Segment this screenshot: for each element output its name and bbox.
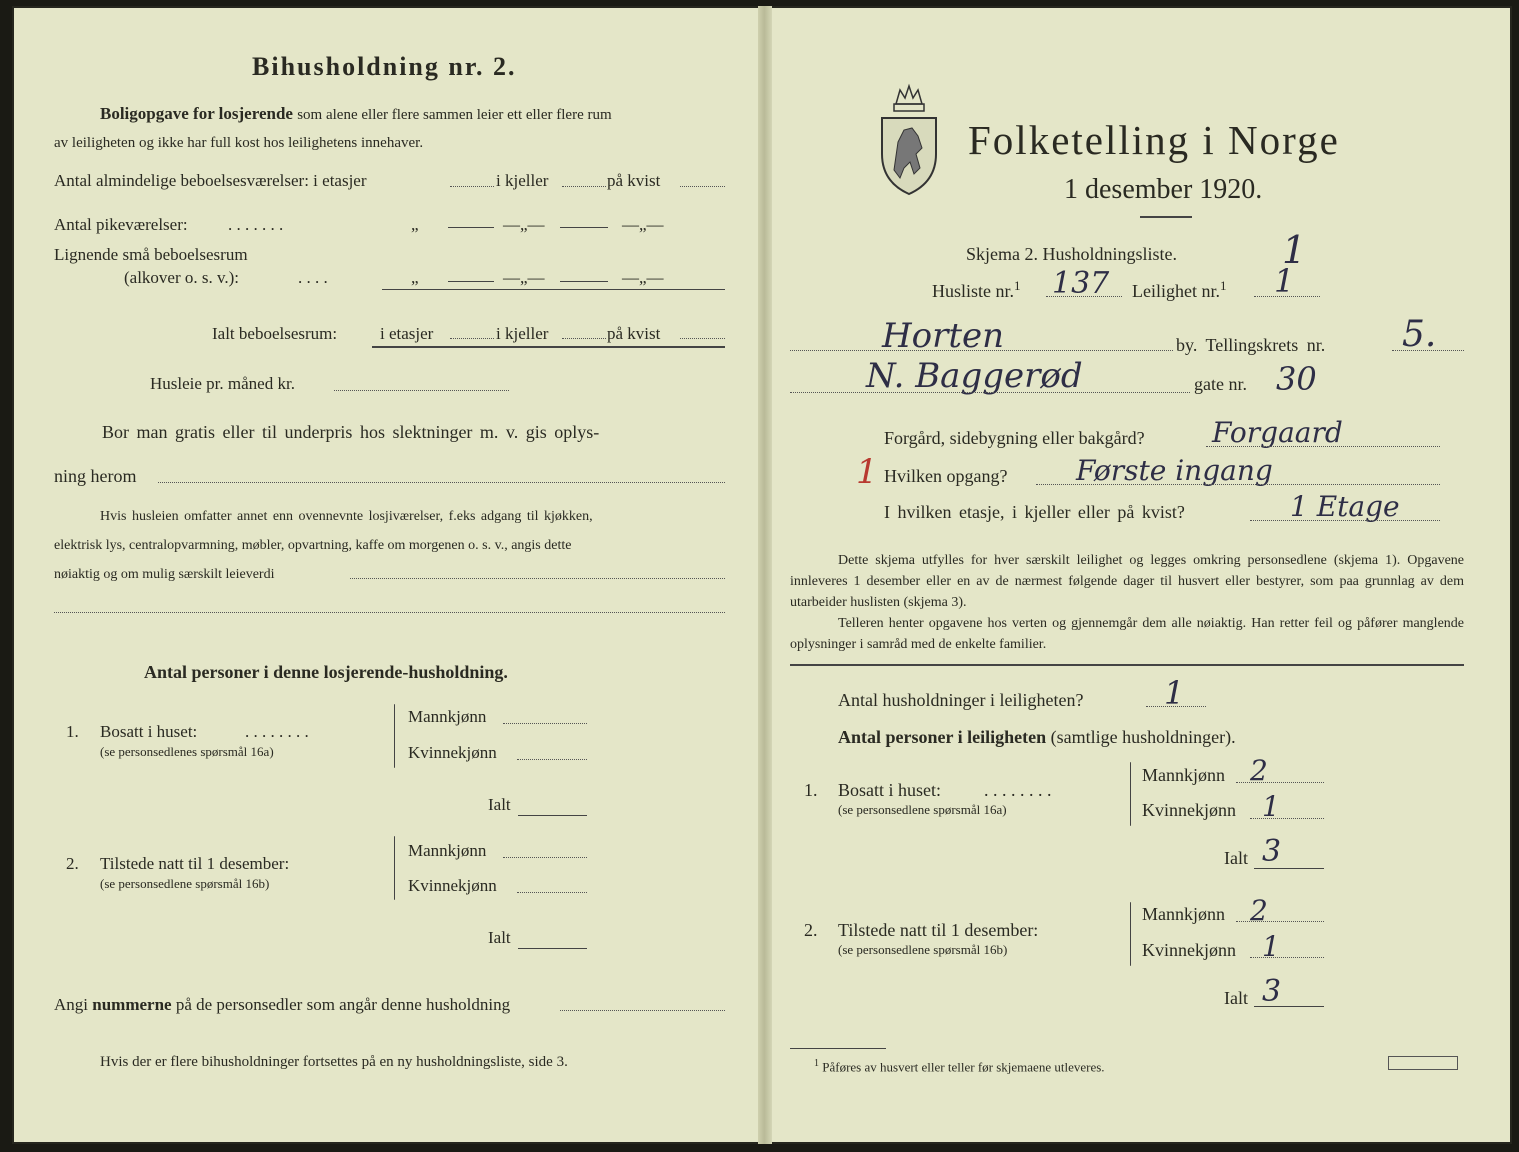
rooms-etasjer-field[interactable]: [450, 186, 494, 187]
similar-label-2: (alkover o. s. v.):: [124, 268, 240, 287]
right-q2-sub: (se personsedlene spørsmål 16b): [838, 942, 1008, 957]
total-kjeller-field[interactable]: [562, 338, 606, 339]
rooms-kjeller-field[interactable]: [562, 186, 606, 187]
pike-dots: . . . . . . .: [228, 215, 284, 234]
rooms-label: Antal almindelige beboelsesværelser: i etasjer: [54, 171, 367, 190]
right-q2-mann-field[interactable]: [1236, 921, 1324, 922]
forgaard-field[interactable]: [1206, 446, 1440, 447]
right-q1-ialt-field[interactable]: [1254, 868, 1324, 869]
krets-field[interactable]: [1392, 350, 1464, 351]
left-q2-mann-label: Mannkjønn: [408, 841, 487, 860]
leilighet-field[interactable]: [1254, 296, 1320, 297]
intro-line-1: [100, 104, 612, 125]
left-q1-mann-field[interactable]: [503, 723, 587, 724]
coat-of-arms-icon: [876, 82, 942, 198]
households-label: Antal husholdninger i leiligheten?: [838, 690, 1084, 710]
total-kjeller-label: i kjeller: [496, 324, 549, 343]
right-q2-brace: [1130, 902, 1131, 966]
opgang-handwriting: Første ingang: [1076, 454, 1273, 487]
pike-ditto: „: [411, 215, 419, 234]
left-footer: Hvis der er flere bihusholdninger fortsettes på en ny husholdningsliste, side 3.: [100, 1054, 568, 1070]
by-label: by. Tellingskrets nr.: [1176, 335, 1326, 355]
etasje-label: I hvilken etasje, i kjeller eller på kvist?: [884, 502, 1185, 522]
households-field[interactable]: [1146, 706, 1206, 707]
left-q1-brace: [394, 704, 395, 768]
footnote-rule: [790, 1048, 886, 1049]
similar-kjeller-field[interactable]: [560, 281, 608, 282]
printer-stamp: [1388, 1056, 1458, 1070]
similar-dots: . . . .: [298, 268, 328, 287]
total-kvist-field[interactable]: [680, 338, 725, 339]
note-line-1: Hvis husleien omfatter annet enn ovennevnte losjiværelser, f.eks adgang til kjøkken,: [100, 509, 593, 524]
note-field[interactable]: [350, 578, 725, 579]
left-q1-kvinne-label: Kvinnekjønn: [408, 743, 497, 762]
right-q2-ialt-field[interactable]: [1254, 1006, 1324, 1007]
husliste-field[interactable]: [1046, 296, 1122, 297]
similar-ditto-3: —„—: [622, 268, 664, 287]
angi-line: [54, 995, 510, 1015]
right-q1-dots: . . . . . . . .: [984, 780, 1052, 800]
right-persons-heading: [838, 727, 1236, 747]
angi-bold: nummerne: [92, 995, 172, 1014]
left-q2-ialt-label: Ialt: [488, 928, 511, 947]
skjema-label: Skjema 2. Husholdningsliste.: [966, 244, 1177, 264]
angi-rest: på de personsedler som angår denne husholdning: [175, 995, 511, 1014]
left-q1-ialt-field[interactable]: [518, 815, 587, 816]
footnote-marker: 1: [814, 1058, 819, 1069]
page-fold: [758, 6, 772, 1144]
left-q1-ialt-label: Ialt: [488, 795, 511, 814]
note-field-2[interactable]: [54, 612, 725, 613]
title-rule: [1140, 216, 1192, 218]
instruction-paragraph-1: Dette skjema utfylles for hver særskilt leilighet og legges omkring personsedlene (skjema 1). Opgavene innleveres 1 desember eller en av de nærmest følgende dager til husvert eller bestyrer, som paa grunnlag av dem utarbeider huslisten (skjema 3).: [790, 553, 1464, 610]
intro-rest: som alene eller flere sammen leier ett eller flere rum: [297, 107, 612, 123]
right-q1-ialt-label: Ialt: [1224, 848, 1248, 868]
husliste-handwriting: 137: [1052, 266, 1110, 301]
right-q1-kvinne-handwriting: 1: [1262, 790, 1280, 823]
total-kvist-label: på kvist: [607, 324, 661, 343]
left-q2-brace: [394, 836, 395, 900]
left-q2-num: 2.: [66, 854, 79, 873]
left-q1-num: 1.: [66, 722, 79, 741]
right-q2-mann-label: Mannkjønn: [1142, 904, 1225, 924]
gate-label: gate nr.: [1194, 374, 1247, 394]
left-q2-label: Tilstede natt til 1 desember:: [100, 854, 290, 873]
right-q1-mann-label: Mannkjønn: [1142, 765, 1225, 785]
instruction-paragraph-2: Telleren henter opgavene hos verten og gjennemgår dem alle nøiaktig. Han retter feil og påfører manglende oplysninger i samråd med de enkelte familier.: [790, 616, 1464, 652]
etasje-handwriting: 1 Etage: [1290, 490, 1400, 523]
gate-handwriting: N. Baggerød: [866, 356, 1083, 396]
total-underline: [372, 346, 725, 348]
left-q2-mann-field[interactable]: [503, 857, 587, 858]
right-q1-num: 1.: [804, 780, 818, 800]
gate-field[interactable]: [790, 392, 1190, 393]
pike-ditto-2: —„—: [503, 215, 545, 234]
footnote-text: Påføres av husvert eller teller før skjemaene utleveres.: [822, 1059, 1105, 1075]
skjema-handwriting: 1: [1282, 228, 1307, 272]
left-q1-mann-label: Mannkjønn: [408, 707, 487, 726]
right-q1-ialt-handwriting: 3: [1262, 834, 1282, 869]
krets-handwriting: 5.: [1402, 314, 1437, 355]
right-q1-mann-field[interactable]: [1236, 782, 1324, 783]
right-q2-kvinne-handwriting: 1: [1262, 930, 1280, 963]
right-page-title: Folketelling i Norge: [968, 117, 1340, 163]
left-q2-sub: (se personsedlene spørsmål 16b): [100, 876, 270, 891]
households-handwriting: 1: [1164, 674, 1185, 712]
right-q1-kvinne-field[interactable]: [1250, 818, 1324, 819]
rooms-kjeller-label: i kjeller: [496, 171, 549, 190]
free-line-1: Bor man gratis eller til underpris hos slektninger m. v. gis oplys-: [102, 422, 600, 442]
instruction-rule: [790, 664, 1464, 666]
free-line-2: ning herom: [54, 466, 137, 486]
rent-field[interactable]: [334, 390, 509, 391]
right-q1-sub: (se personsedlene spørsmål 16a): [838, 802, 1007, 817]
pike-etasjer-field[interactable]: [448, 227, 494, 228]
left-q1-dots: . . . . . . . .: [245, 722, 309, 741]
similar-separator: [382, 289, 725, 290]
rooms-kvist-label: på kvist: [607, 171, 661, 190]
intro-line-2: av leiligheten og ikke har full kost hos leilighetens innehaver.: [54, 135, 424, 151]
right-q2-kvinne-field[interactable]: [1250, 957, 1324, 958]
note-line-2: elektrisk lys, centralopvarmning, møbler, opvartning, kaffe om morgenen o. s. v., angis dette: [54, 538, 572, 553]
forgaard-handwriting: Forgaard: [1212, 416, 1343, 449]
total-etasjer-field[interactable]: [450, 338, 494, 339]
similar-label-1: Lignende små beboelsesrum: [54, 245, 248, 264]
right-q1-label: Bosatt i huset:: [838, 780, 941, 800]
right-q2-num: 2.: [804, 920, 818, 940]
similar-ditto-2: —„—: [503, 268, 545, 287]
right-q1-kvinne-label: Kvinnekjønn: [1142, 800, 1236, 820]
right-persons-rest: (samtlige husholdninger).: [1050, 727, 1236, 747]
footnote: [814, 1056, 1105, 1075]
note-line-3: nøiaktig og om mulig særskilt leieverdi: [54, 567, 275, 582]
leilighet-label: Leilighet nr.$^1$: [1132, 278, 1227, 301]
similar-ditto: „: [411, 268, 419, 287]
rent-label: Husleie pr. måned kr.: [150, 374, 295, 393]
left-q2-ialt-field[interactable]: [518, 948, 587, 949]
right-q2-ialt-handwriting: 3: [1262, 974, 1282, 1009]
pike-ditto-3: —„—: [622, 215, 664, 234]
total-label: Ialt beboelsesrum:: [212, 324, 338, 343]
left-q1-label: Bosatt i huset:: [100, 722, 198, 741]
intro-bold: Boligopgave for losjerende: [100, 104, 293, 123]
left-q2-kvinne-field[interactable]: [517, 892, 587, 893]
right-q1-brace: [1130, 762, 1131, 826]
left-q2-kvinne-label: Kvinnekjønn: [408, 876, 497, 895]
left-persons-heading: Antal personer i denne losjerende-husholdning.: [144, 662, 508, 682]
rooms-kvist-field[interactable]: [680, 186, 725, 187]
right-q1-mann-handwriting: 2: [1250, 754, 1268, 787]
total-etasjer-label: i etasjer: [380, 324, 434, 343]
pike-label: Antal pikeværelser:: [54, 215, 188, 234]
pike-kjeller-field[interactable]: [560, 227, 608, 228]
right-q2-ialt-label: Ialt: [1224, 988, 1248, 1008]
right-q2-mann-handwriting: 2: [1250, 894, 1268, 927]
angi-field[interactable]: [560, 1010, 725, 1011]
left-q1-kvinne-field[interactable]: [517, 759, 587, 760]
gate-nr-handwriting: 30: [1276, 360, 1317, 398]
opgang-label: Hvilken opgang?: [884, 466, 1008, 486]
left-q1-sub: (se personsedlenes spørsmål 16a): [100, 744, 274, 759]
angi-pre: Angi: [54, 995, 88, 1014]
similar-etasjer-field[interactable]: [448, 281, 494, 282]
forgaard-label: Forgård, sidebygning eller bakgård?: [884, 428, 1145, 448]
right-q2-label: Tilstede natt til 1 desember:: [838, 920, 1039, 940]
etasje-field[interactable]: [1250, 520, 1440, 521]
free-field[interactable]: [158, 482, 725, 483]
right-persons-bold: Antal personer i leiligheten: [838, 727, 1047, 747]
opgang-field[interactable]: [1036, 484, 1440, 485]
by-field[interactable]: [790, 350, 1173, 351]
leilighet-handwriting: 1: [1274, 262, 1295, 300]
husliste-label: Husliste nr.$^1$: [932, 278, 1021, 301]
left-page-title: Bihusholdning nr. 2.: [252, 52, 517, 81]
by-handwriting: Horten: [882, 316, 1005, 356]
right-q2-kvinne-label: Kvinnekjønn: [1142, 940, 1236, 960]
red-check-mark: 1: [856, 452, 878, 492]
census-date: 1 desember 1920.: [1064, 174, 1263, 205]
